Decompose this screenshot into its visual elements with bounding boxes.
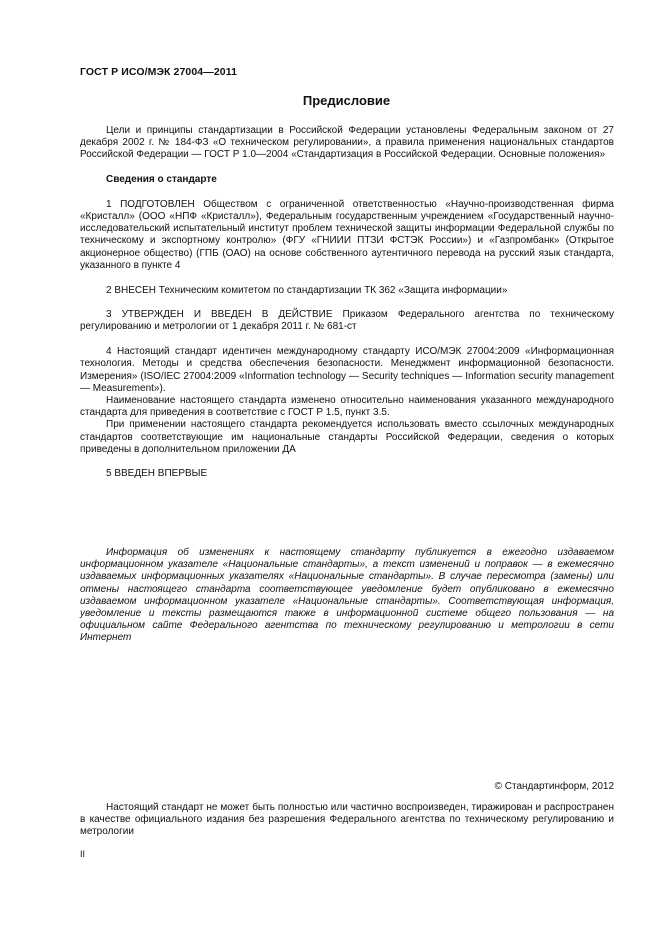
reproduction-rights-text: Настоящий стандарт не может быть полностью или частично воспроизведен, тиражирован и распространен в качестве официального издания без разрешения Федерального агентства по техническому регулированию и метрологии [80,802,614,838]
page-title: Предисловие [302,93,391,108]
item-4-name-note: Наименование настоящего стандарта изменено относительно наименования указанного международного стандарта для приведения в соответствие с ГОСТ Р 1.5, пункт 3.5. [80,394,614,419]
page-number: II [80,849,86,859]
standard-code-header: ГОСТ Р ИСО/МЭК 27004—2011 [80,66,238,78]
copyright-line: © Стандартинформ, 2012 [494,781,614,792]
item-1-prepared: 1 ПОДГОТОВЛЕН Обществом с ограниченной ответственностью «Научно-производственная фирма «Кристалл» (ООО «НПФ «Кристалл»), Федеральным государственным учреждением «Государственный научно-исследовательский испытательный институт проблем технической защиты информации Федеральной службы по техническому и экспортному контролю» (ФГУ «ГНИИИ ПТЗИ ФСТЭК России») и «Газпромбанк» (Открытое акционерное общество) (ГПБ (ОАО) на основе собственного аутентичного перевода на русский язык стандарта, указанного в пункте 4 [80,198,614,271]
item-4-reference-note: При применении настоящего стандарта рекомендуется использовать вместо ссылочных международных стандартов соответствующие им национальные стандарты Российской Федерации, сведения о которых приведены в дополнительном приложении ДА [80,419,614,455]
item-2-introduced: 2 ВНЕСЕН Техническим комитетом по стандартизации ТК 362 «Защита информации» [106,284,508,296]
preface-body [80,125,614,481]
about-standard-heading: Сведения о стандарте [106,174,217,186]
changes-info-text: Информация об изменениях к настоящему стандарту публикуется в ежегодно издаваемом информационном указателе «Национальные стандарты», а текст изменений и поправок — в ежемесячно издаваемых информационных указателях «Национальные стандарты». В случае пересмотра (замены) или отмены настоящего стандарта соответствующее уведомление будет опубликовано в ежемесячно издаваемом информационном указателе «Национальные стандарты». Соответствующая информация, уведомление и тексты размещаются также в информационной системе общего пользования — на официальном сайте Федерального агентства по техническому регулированию и метрологии в сети Интернет [80,547,614,644]
item-4-identical: 4 Настоящий стандарт идентичен международному стандарту ИСО/МЭК 27004:2009 «Информационная технология. Методы и средства обеспечения безопасности. Менеджмент информационной безопасности. Измерения» (ISO/IEC 27004:2009 «Information technology — Security techniques — Information security management — Measurement»). [80,346,614,394]
item-3-approved: 3 УТВЕРЖДЕН И ВВЕДЕН В ДЕЙСТВИЕ Приказом Федерального агентства по техническому регулированию и метрологии от 1 декабря 2011 г. № 681-ст [80,309,614,333]
intro-paragraph: Цели и принципы стандартизации в Российской Федерации установлены Федеральным законом от 27 декабря 2002 г. № 184-ФЗ «О техническом регулировании», а правила применения национальных стандартов Российской Федерации — ГОСТ Р 1.0—2004 «Стандартизация в Российской Федерации. Основные положения» [80,125,614,161]
reproduction-rights [80,802,614,839]
changes-info-notice [80,547,614,645]
item-5-first-introduced: 5 ВВЕДЕН ВПЕРВЫЕ [106,468,208,480]
